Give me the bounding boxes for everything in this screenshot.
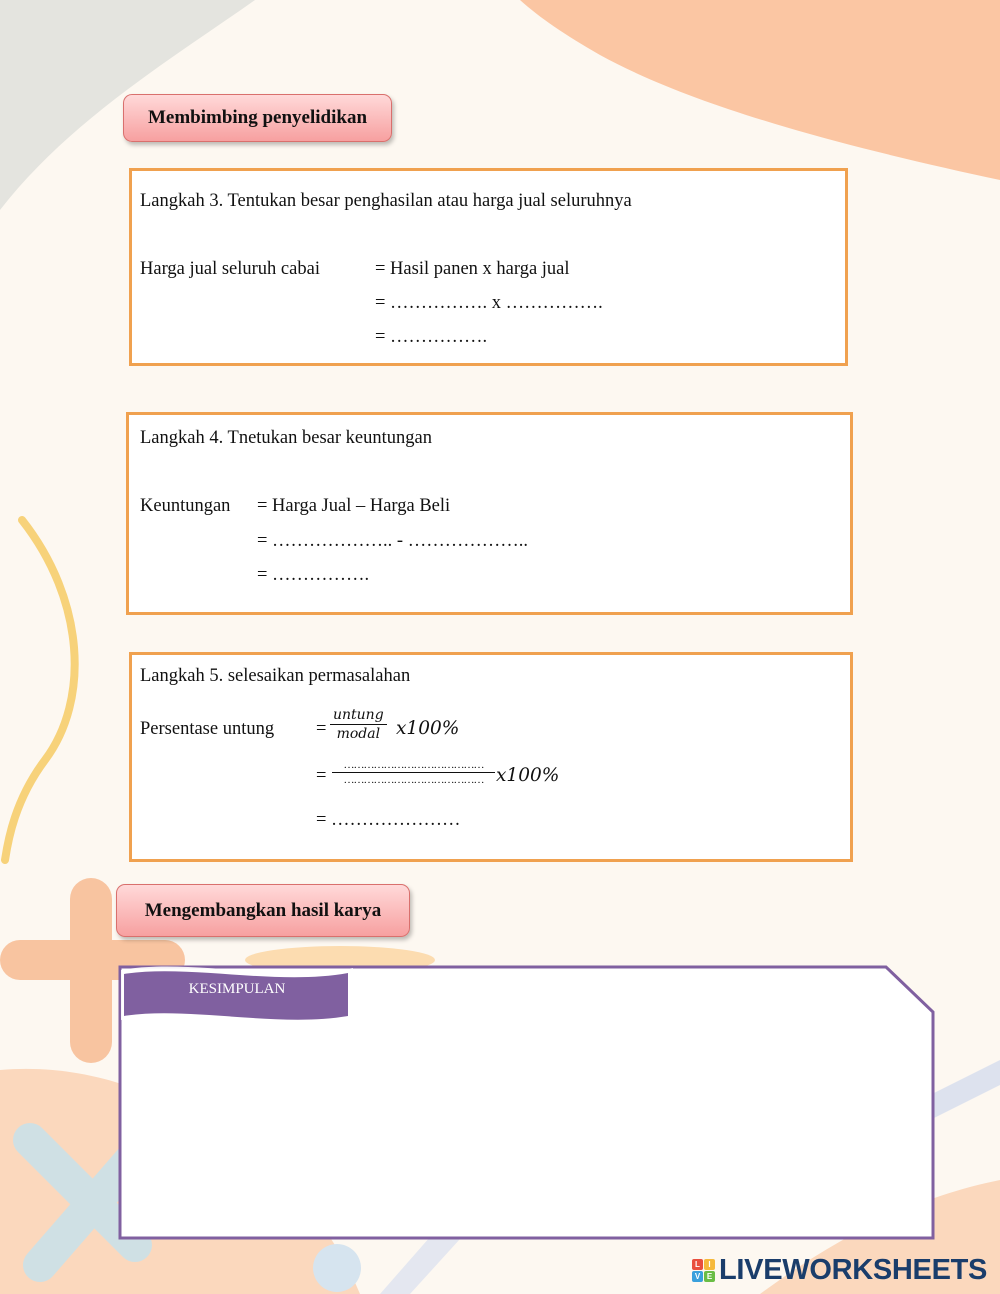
step4-line1: = Harga Jual – Harga Beli — [257, 496, 451, 516]
fraction-formula — [330, 707, 387, 742]
step3-label: Harga jual seluruh cabai — [140, 259, 320, 279]
fraction-blank[interactable] — [332, 759, 495, 786]
logo-badge-letter: V — [692, 1271, 703, 1282]
step5-heading: Langkah 5. selesaikan permasalahan — [140, 666, 411, 686]
step4-heading: Langkah 4. Tnetukan besar keuntungan — [140, 428, 432, 448]
logo-badge-letter: L — [692, 1259, 703, 1270]
step4-box — [126, 412, 853, 615]
logo-text: LIVEWORKSHEETS — [719, 1254, 988, 1286]
fraction-bar-2 — [332, 772, 495, 773]
section-tag-label: Membimbing penyelidikan — [147, 107, 368, 128]
step3-line2[interactable]: = ……………. x ……………. — [375, 293, 603, 313]
multiplier-1: x100% — [396, 718, 460, 739]
step5-label: Persentase untung — [140, 719, 275, 739]
fraction-bar — [330, 724, 387, 725]
step5-eq1: = — [316, 719, 327, 739]
step3-box — [129, 168, 848, 366]
step3-heading: Langkah 3. Tentukan besar penghasilan atau harga jual seluruhnya — [140, 191, 632, 211]
multiplier-2: x100% — [496, 765, 560, 786]
conclusion-label: KESIMPULAN — [188, 981, 286, 997]
section-tag-membimbing — [123, 94, 392, 142]
logo-badge — [692, 1259, 715, 1282]
step5-eq2: = — [316, 766, 327, 786]
blank-numerator[interactable]: …………………………………… — [343, 759, 484, 771]
step5-line3[interactable]: = ………………… — [316, 810, 461, 830]
section-tag-label: Mengembangkan hasil karya — [144, 899, 382, 921]
step4-label: Keuntungan — [140, 496, 231, 516]
step3-line3[interactable]: = ……………. — [375, 327, 488, 347]
step4-line3[interactable]: = ……………. — [257, 565, 370, 585]
section-tag-mengembangkan — [116, 884, 410, 937]
logo-badge-letter: E — [704, 1271, 715, 1282]
conclusion-answer-field[interactable] — [140, 1040, 914, 1224]
liveworksheets-logo[interactable] — [692, 1254, 987, 1287]
fraction-numerator: untung — [333, 707, 384, 723]
fraction-denominator: modal — [336, 726, 381, 742]
logo-badge-letter: I — [704, 1259, 715, 1270]
blank-denominator[interactable]: …………………………………… — [343, 774, 484, 786]
step5-box — [129, 652, 853, 862]
step4-line2[interactable]: = ……………….. - ……………….. — [257, 531, 528, 551]
step3-line1: = Hasil panen x harga jual — [375, 259, 570, 279]
